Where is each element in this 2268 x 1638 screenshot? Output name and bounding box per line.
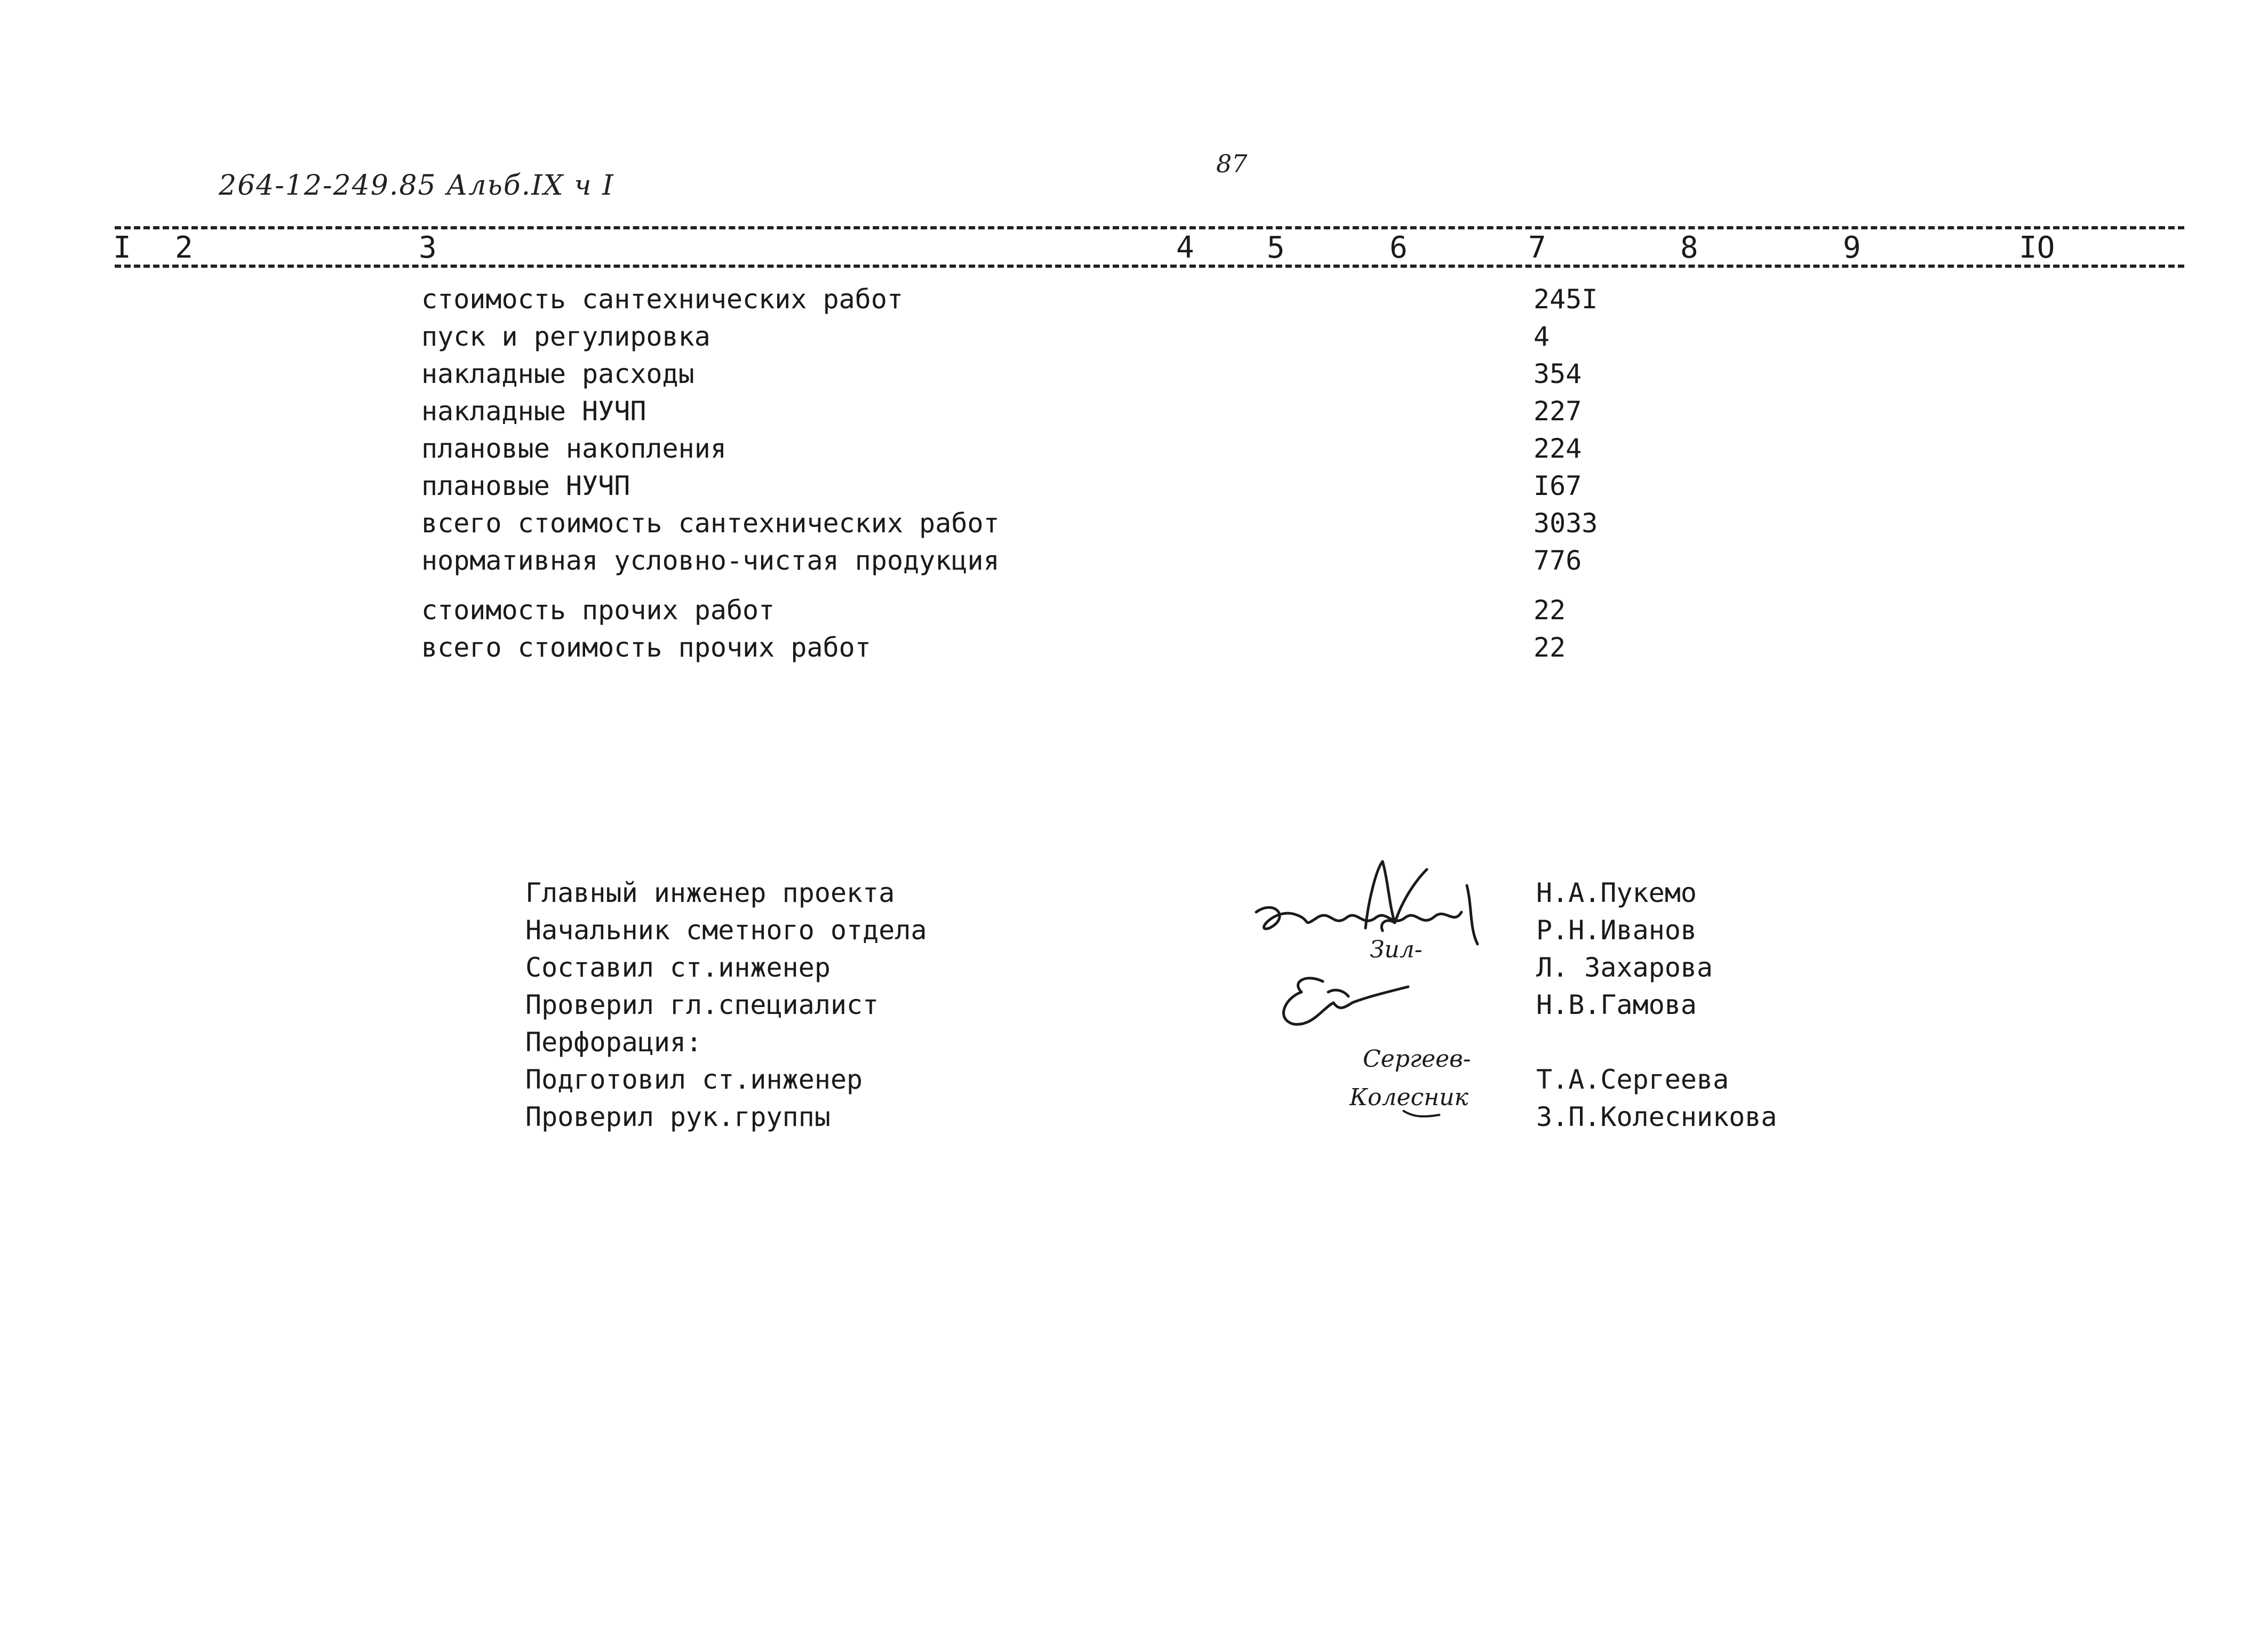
signer-title: Перфорация: xyxy=(525,1027,702,1058)
row-label: плановые НУЧП xyxy=(421,470,630,501)
signer-name: Т.А.Сергеева xyxy=(1536,1064,1729,1095)
signature-sergeeva: Сергеев- xyxy=(1363,1045,1471,1073)
row-value: 22 xyxy=(1534,632,1566,663)
column-header-4: 4 xyxy=(1176,230,1194,265)
signer-name: Р.Н.Иванов xyxy=(1536,915,1697,946)
signer-title: Составил ст.инженер xyxy=(525,952,830,983)
column-header-10: IO xyxy=(2019,230,2055,265)
signer-name: З.П.Колесникова xyxy=(1536,1101,1777,1132)
row-label: стоимость сантехнических работ xyxy=(421,284,904,315)
row-value: 22 xyxy=(1534,595,1566,626)
column-header-7: 7 xyxy=(1528,230,1546,265)
row-label: нормативная условно-чистая продукция xyxy=(421,545,1000,576)
signer-title: Проверил гл.специалист xyxy=(525,989,879,1020)
row-label: всего стоимость прочих работ xyxy=(421,632,871,663)
column-header-2: 2 xyxy=(175,230,193,265)
signer-title: Начальник сметного отдела xyxy=(525,915,927,946)
row-value: 245I xyxy=(1534,284,1598,315)
signer-title: Проверил рук.группы xyxy=(525,1101,830,1132)
page-number: 87 xyxy=(1216,149,1248,178)
signer-name: Н.В.Гамова xyxy=(1536,989,1697,1020)
column-header-1: I xyxy=(113,230,131,265)
signature-zakharova: Зил- xyxy=(1370,936,1423,963)
row-value: 354 xyxy=(1534,358,1582,389)
column-header-3: 3 xyxy=(419,230,437,265)
header-divider-bottom xyxy=(115,265,2184,268)
row-value: 227 xyxy=(1534,396,1582,427)
signatures-handwritten xyxy=(1243,848,1531,1168)
row-value: 776 xyxy=(1534,545,1582,576)
row-label: пуск и регулировка xyxy=(421,321,710,352)
document-code: 264-12-249.85 Альб.IX ч I xyxy=(219,170,614,202)
row-value: 3033 xyxy=(1534,508,1598,539)
row-value: I67 xyxy=(1534,470,1582,501)
signature-kolesnikova: Колесник xyxy=(1349,1084,1468,1111)
header-divider-top xyxy=(115,226,2184,229)
signer-title: Главный инженер проекта xyxy=(525,877,895,908)
row-label: накладные НУЧП xyxy=(421,396,646,427)
row-label: всего стоимость сантехнических работ xyxy=(421,508,1000,539)
row-value: 224 xyxy=(1534,433,1582,464)
signer-name: Н.А.Пукемо xyxy=(1536,877,1697,908)
column-header-6: 6 xyxy=(1389,230,1408,265)
row-label: плановые накопления xyxy=(421,433,726,464)
row-value: 4 xyxy=(1534,321,1550,352)
signer-name: Л. Захарова xyxy=(1536,952,1713,983)
row-label: стоимость прочих работ xyxy=(421,595,775,626)
row-label: накладные расходы xyxy=(421,358,694,389)
column-header-9: 9 xyxy=(1843,230,1861,265)
signer-title: Подготовил ст.инженер xyxy=(525,1064,863,1095)
column-header-5: 5 xyxy=(1267,230,1285,265)
column-header-8: 8 xyxy=(1680,230,1698,265)
